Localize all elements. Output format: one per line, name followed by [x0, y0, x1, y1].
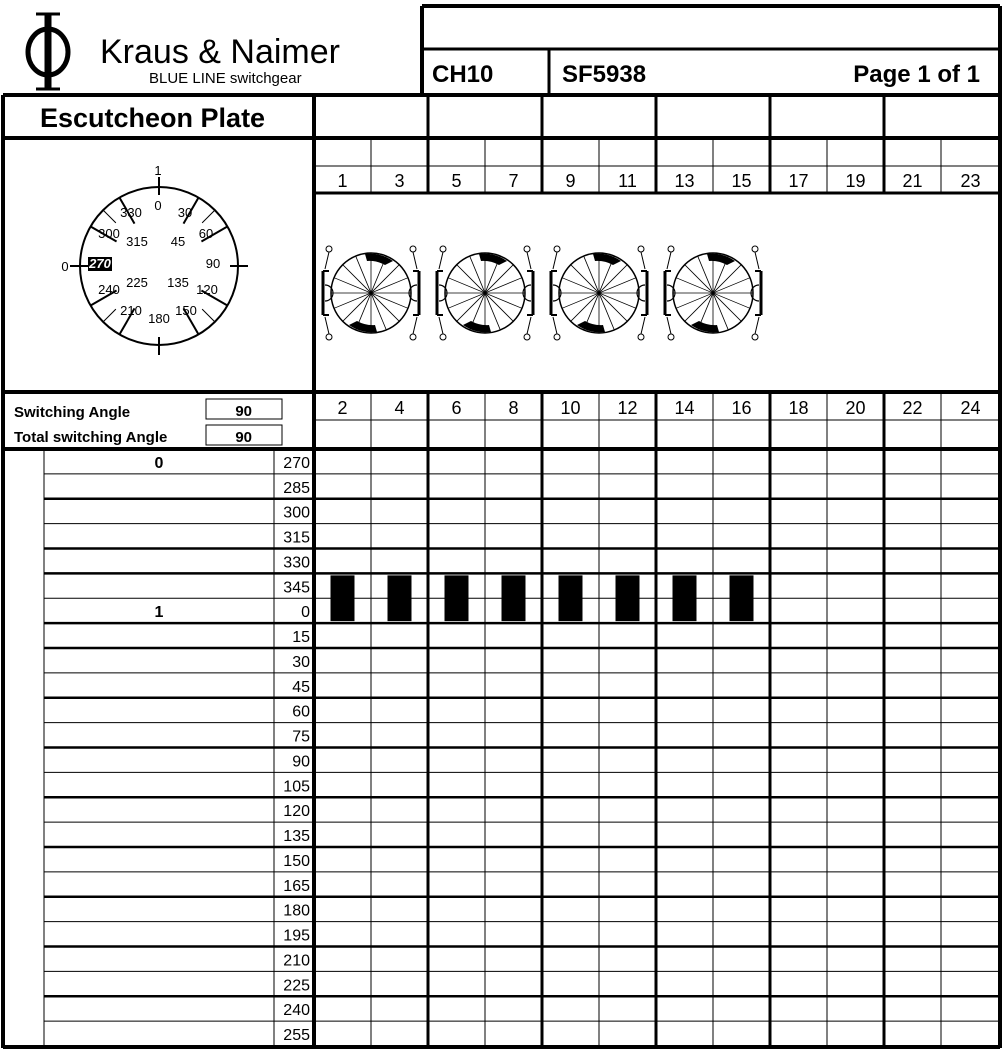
cam-lobe — [463, 321, 491, 332]
terminal-lead — [755, 317, 759, 334]
terminal-bottom-number: 16 — [731, 398, 752, 418]
terminal-dot — [326, 246, 332, 252]
row-angle: 75 — [292, 728, 310, 746]
terminal-bottom-number: 4 — [394, 398, 405, 418]
row-position: 0 — [154, 454, 164, 472]
terminal-bottom-number: 24 — [960, 398, 981, 418]
closed-contact-mark — [673, 575, 697, 621]
brand-tagline: BLUE LINE switchgear — [149, 70, 302, 87]
terminal-lead — [641, 317, 645, 334]
closed-contact-mark — [502, 575, 526, 621]
terminal-lead — [553, 252, 557, 269]
terminal-lead — [527, 317, 531, 334]
terminal-top-number: 7 — [508, 171, 519, 191]
brand-name: Kraus & Naimer — [100, 33, 340, 71]
terminal-lead — [641, 252, 645, 269]
row-angle: 105 — [283, 778, 310, 796]
dial-angle-label: 210 — [120, 303, 142, 318]
terminal-dot — [752, 246, 758, 252]
dial-angle-inner-label: 45 — [170, 234, 186, 249]
row-angle: 150 — [283, 852, 310, 870]
terminal-lead — [527, 252, 531, 269]
dial-angle-label: 0 — [154, 198, 162, 213]
terminal-lead — [413, 317, 417, 334]
closed-contact-mark — [388, 575, 412, 621]
terminal-dot — [752, 334, 758, 340]
contact-unit-symbol — [437, 246, 533, 340]
terminal-dot — [440, 334, 446, 340]
terminal-lead — [439, 317, 443, 334]
terminal-bottom-number: 8 — [508, 398, 519, 418]
dial-angle-label: 270 — [89, 256, 111, 271]
cam-lobe — [577, 321, 605, 332]
terminal-dot — [410, 246, 416, 252]
closed-contact-mark — [730, 575, 754, 621]
terminal-dot — [554, 246, 560, 252]
row-angle: 210 — [283, 952, 310, 970]
dial-angle-label: 240 — [98, 282, 120, 297]
terminal-top-number: 21 — [902, 171, 923, 191]
total-switching-angle-value: 90 — [235, 429, 252, 446]
row-position: 1 — [154, 604, 164, 622]
contact-units — [323, 246, 761, 340]
terminal-lead — [439, 252, 443, 269]
row-angle: 240 — [283, 1002, 310, 1020]
header-part-number: SF5938 — [562, 61, 647, 88]
row-angle: 60 — [292, 703, 310, 721]
contact-unit-symbol — [323, 246, 419, 340]
brand-logo — [28, 13, 340, 90]
row-angle: 165 — [283, 877, 310, 895]
section-title: Escutcheon Plate — [40, 103, 266, 133]
cam-lobe — [593, 254, 621, 265]
cam-lobe — [707, 254, 735, 265]
switching-angle-label: Switching Angle — [14, 404, 131, 421]
row-angle: 15 — [292, 629, 310, 646]
total-switching-angle-label: Total switching Angle — [14, 429, 168, 446]
dial-tick-inner — [103, 210, 116, 223]
cam-lobe — [479, 254, 507, 265]
dial-tick-inner — [202, 309, 215, 322]
row-angle: 270 — [283, 454, 310, 472]
terminal-lead — [755, 252, 759, 269]
row-angle: 135 — [283, 828, 310, 845]
terminal-dot — [410, 334, 416, 340]
terminal-lead — [667, 317, 671, 334]
terminal-lead — [325, 317, 329, 334]
terminal-lead — [553, 317, 557, 334]
escutcheon-dial — [61, 163, 248, 355]
grid-lines — [3, 6, 1000, 1048]
terminal-dot — [440, 246, 446, 252]
terminal-dot — [668, 334, 674, 340]
terminal-top-number: 3 — [394, 171, 405, 191]
row-angle: 330 — [283, 554, 310, 572]
dial-angle-inner-label: 225 — [126, 275, 148, 290]
closed-contact-mark — [331, 575, 355, 621]
contact-unit-symbol — [551, 246, 647, 340]
terminal-bottom-number: 2 — [337, 398, 348, 418]
header-page: Page 1 of 1 — [853, 61, 980, 88]
terminal-bottom-number: 18 — [788, 398, 809, 418]
dial-position-label: 0 — [61, 259, 69, 274]
terminal-top-number: 5 — [451, 171, 462, 191]
terminal-top-number: 15 — [731, 171, 752, 191]
dial-angle-label: 120 — [196, 282, 218, 297]
row-angle: 180 — [283, 902, 310, 920]
row-angle: 195 — [283, 927, 310, 945]
dial-angle-label: 90 — [205, 256, 221, 271]
terminal-top-number: 23 — [960, 171, 981, 191]
terminal-bottom-number: 10 — [560, 398, 581, 418]
terminal-lead — [413, 252, 417, 269]
terminal-dot — [638, 246, 644, 252]
dial-angle-inner-label: 135 — [167, 275, 189, 290]
dial-tick-inner — [202, 210, 215, 223]
row-angle: 285 — [283, 479, 310, 497]
terminal-top-number: 13 — [674, 171, 695, 191]
terminal-dot — [638, 334, 644, 340]
row-angle: 120 — [283, 803, 310, 821]
terminal-dot — [524, 334, 530, 340]
dial-angle-label: 30 — [177, 205, 193, 220]
terminal-bottom-number: 12 — [617, 398, 638, 418]
row-angle: 345 — [283, 579, 310, 597]
dial-tick-inner — [103, 309, 116, 322]
closed-contact-mark — [559, 575, 583, 621]
terminal-dot — [554, 334, 560, 340]
cam-lobe — [365, 254, 393, 265]
dial-position-label: 1 — [154, 163, 162, 178]
row-angle: 255 — [283, 1027, 310, 1044]
row-angle: 0 — [301, 604, 310, 622]
dial-angle-label: 60 — [198, 226, 214, 241]
closed-contact-mark — [616, 575, 640, 621]
terminal-bottom-number: 6 — [451, 398, 462, 418]
row-angle: 45 — [292, 678, 310, 696]
terminal-lead — [667, 252, 671, 269]
dial-angle-inner-label: 315 — [126, 234, 148, 249]
switching-angle-value: 90 — [235, 403, 252, 420]
terminal-top-number: 17 — [788, 171, 809, 191]
row-angle: 225 — [283, 977, 310, 995]
contact-unit-symbol — [665, 246, 761, 340]
terminal-bottom-number: 14 — [674, 398, 695, 418]
terminal-dot — [524, 246, 530, 252]
row-angle: 90 — [292, 753, 310, 771]
cam-lobe — [349, 321, 377, 332]
dial-angle-label: 150 — [175, 303, 197, 318]
row-angle: 30 — [292, 653, 310, 671]
dial-angle-label: 180 — [148, 311, 170, 326]
dial-angle-label: 330 — [120, 205, 142, 220]
terminal-bottom-number: 20 — [845, 398, 866, 418]
terminal-top-number: 1 — [337, 171, 348, 191]
terminal-bottom-number: 22 — [902, 398, 923, 418]
terminal-top-number: 9 — [565, 171, 576, 191]
closed-contact-mark — [445, 575, 469, 621]
cam-lobe — [691, 321, 719, 332]
terminal-dot — [326, 334, 332, 340]
dial-angle-label: 300 — [98, 226, 120, 241]
terminal-lead — [325, 252, 329, 269]
terminal-top-number: 11 — [618, 171, 637, 191]
header-code: CH10 — [432, 61, 494, 88]
row-angle: 315 — [283, 529, 310, 547]
terminal-top-number: 19 — [845, 171, 866, 191]
terminal-dot — [668, 246, 674, 252]
row-angle: 300 — [283, 504, 310, 522]
